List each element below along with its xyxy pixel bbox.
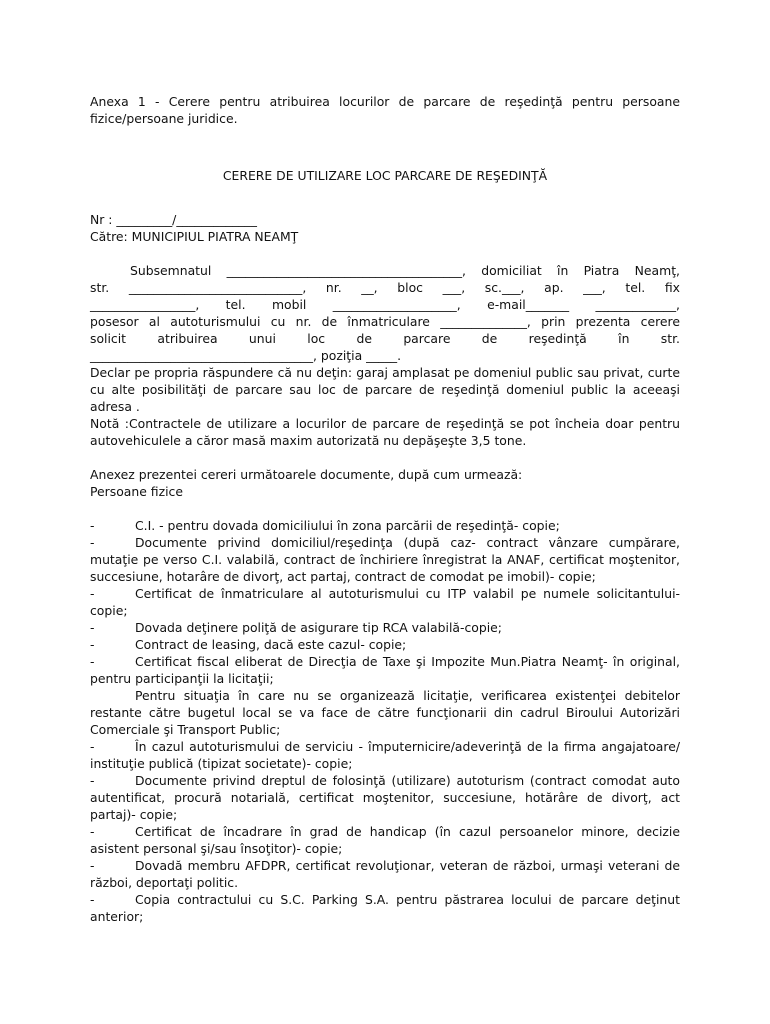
list-item (90, 636, 680, 653)
list-item (90, 517, 680, 534)
form-line-4: posesor al autoturismului cu nr. de înmatriculare ______________, prin prezenta cerere (90, 314, 680, 329)
form-line-5: solicit atribuirea unui loc de parcare de reşedinţă în str. (90, 331, 680, 346)
list-item-text: În cazul autoturismului de serviciu - împuternicire/adeverinţă de la firma angajatoare/ instituţie publică (tipizat societate)- copie; (90, 739, 680, 771)
form-line-6: ____________________________________, poziţia _____. (90, 348, 402, 363)
document-list (90, 517, 680, 925)
list-item (90, 772, 680, 823)
list-item (90, 687, 680, 738)
attachments-intro: Anexez prezentei cereri următoarele documente, după cum urmează: (90, 467, 523, 482)
list-item (90, 738, 680, 772)
list-dash: - (90, 773, 95, 788)
list-item-text: Documente privind dreptul de folosinţă (utilizare) autoturism (contract comodat auto autentificat, procură notarială, certificat moştenitor, succesiune, hotărâre de divorţ, act partaj)- copie; (90, 773, 680, 822)
form-line-1: Subsemnatul ______________________________________, domiciliat în Piatra Neamţ, (130, 263, 680, 278)
list-item (90, 823, 680, 857)
recipient-line: Către: MUNICIPIUL PIATRA NEAMŢ (90, 229, 299, 244)
list-item (90, 585, 680, 619)
section-heading-persons: Persoane fizice (90, 484, 183, 499)
list-item-text: Dovadă membru AFDPR, certificat revoluţionar, veteran de război, urmaşi veterani de război, deportaţi politic. (90, 858, 680, 890)
annex-line-1: Anexa 1 - Cerere pentru atribuirea locurilor de parcare de reşedinţă pentru persoane (90, 94, 680, 109)
list-dash: - (90, 858, 95, 873)
nr-line: Nr : _________/_____________ (90, 212, 257, 227)
page-title: CERERE DE UTILIZARE LOC PARCARE DE REŞEDINŢĂ (222, 168, 548, 183)
form-line-3: _________________, tel. mobil ____________________, e-mail_______ _____________, (90, 297, 680, 312)
list-item-text: C.I. - pentru dovada domiciliului în zona parcării de reşedinţă- copie; (135, 518, 560, 533)
declaration: Declar pe propria răspundere că nu deţin: garaj amplasat pe domeniul public sau privat, curte cu alte posibilităţi de parcare sau loc de parcare de reşedinţă domeniul public la aceeaşi adresa . (90, 365, 680, 414)
list-item-text: Contract de leasing, dacă este cazul- copie; (135, 637, 407, 652)
list-dash: - (90, 824, 95, 839)
note: Notă :Contractele de utilizare a locurilor de parcare de reşedinţă se pot încheia doar pentru autovehiculele a căror masă maxim autorizată nu depăşeşte 3,5 tone. (90, 416, 680, 448)
list-item (90, 891, 680, 925)
list-item (90, 857, 680, 891)
list-item-text: Certificat fiscal eliberat de Direcţia de Taxe şi Impozite Mun.Piatra Neamţ- în original, pentru participanţii la licitaţii; (90, 654, 680, 686)
list-dash: - (90, 620, 95, 635)
list-dash: - (90, 654, 95, 669)
list-dash: - (90, 637, 95, 652)
list-dash: - (90, 892, 95, 907)
list-item (90, 653, 680, 687)
list-dash: - (90, 535, 95, 550)
list-item-text: Pentru situaţia în care nu se organizează licitaţie, verificarea existenţei debitelor restante către bugetul local se va face de către funcţionarii din cadrul Biroului Autorizări Comerciale şi Transport Public; (90, 688, 680, 737)
form-line-2: str. ____________________________, nr. __, bloc ___, sc.___, ap. ___, tel. fix (90, 280, 680, 295)
applicant-form (90, 262, 680, 364)
list-item (90, 534, 680, 585)
annex-line-2: fizice/persoane juridice. (90, 111, 238, 126)
list-item-text: Certificat de încadrare în grad de handicap (în cazul persoanelor minore, decizie asistent personal şi/sau însoţitor)- copie; (90, 824, 680, 856)
list-item (90, 619, 680, 636)
document-body (90, 93, 680, 925)
list-item-text: Copia contractului cu S.C. Parking S.A. pentru păstrarea locului de parcare deţinut anterior; (90, 892, 680, 924)
list-dash: - (90, 518, 95, 533)
list-item-text: Documente privind domiciliul/reşedinţa (după caz- contract vânzare cumpărare, mutaţie pe verso C.I. valabilă, contract de închiriere înregistrat la ANAF, certificat moştenitor, succesiune, hotarâre de divorţ, act partaj, contract de comodat pe imobil)- copie; (90, 535, 680, 584)
list-dash: - (90, 586, 95, 601)
list-item-text: Certificat de înmatriculare al autoturismului cu ITP valabil pe numele solicitantului- copie; (90, 586, 680, 618)
list-dash: - (90, 739, 95, 754)
list-item-text: Dovada deţinere poliţă de asigurare tip RCA valabilă-copie; (135, 620, 502, 635)
